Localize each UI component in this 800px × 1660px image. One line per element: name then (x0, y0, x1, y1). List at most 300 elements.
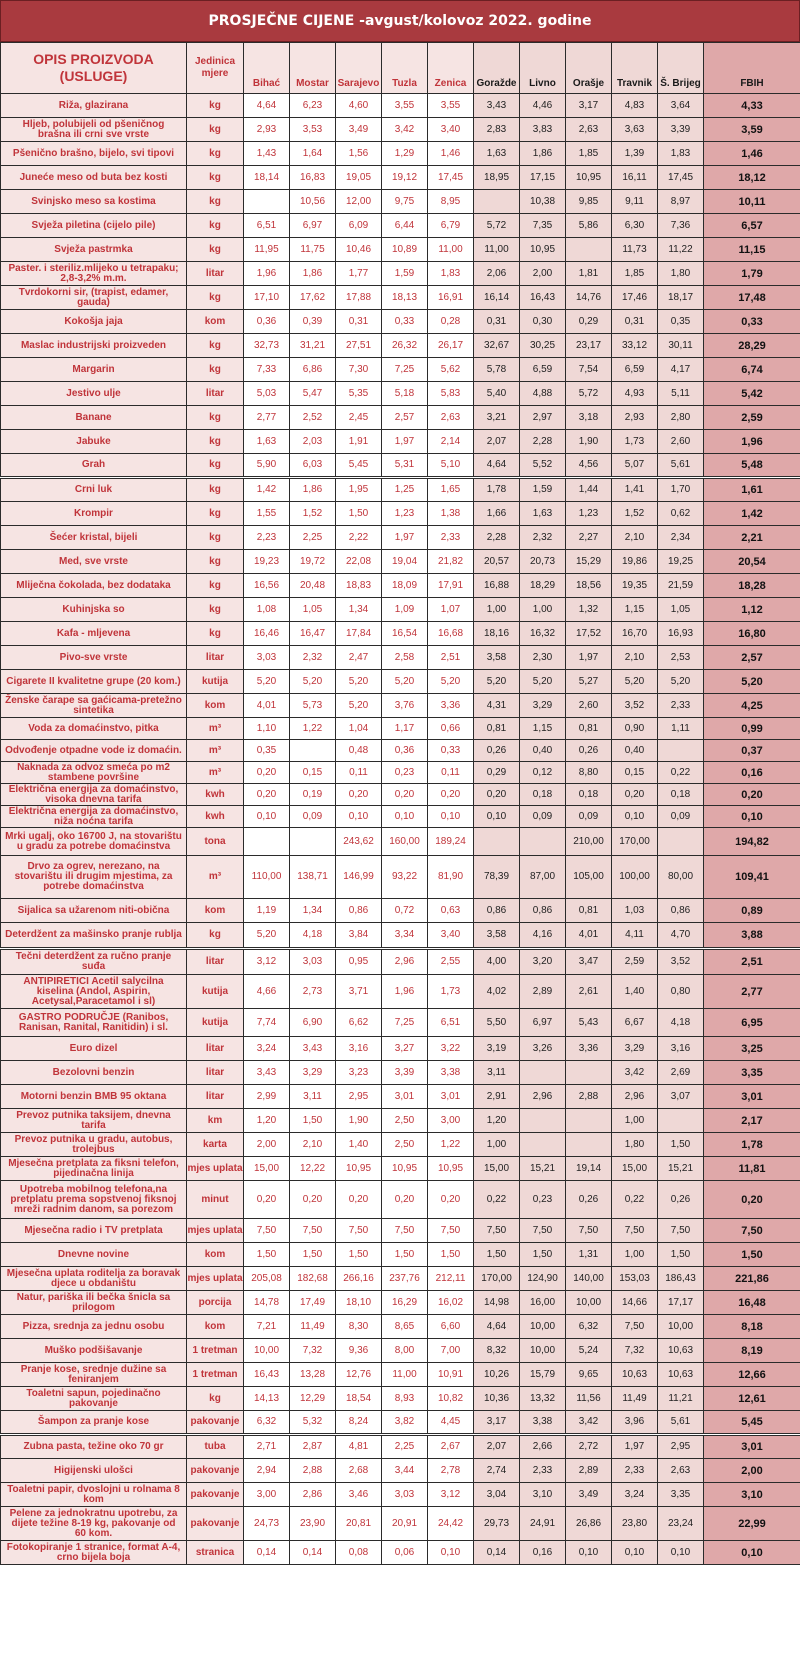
product-name: Maslac industrijski proizveden (1, 334, 187, 358)
price-cell: 170,00 (612, 828, 658, 856)
price-cell: 1,04 (336, 718, 382, 740)
price-cell: 0,29 (474, 762, 520, 784)
price-cell: 2,71 (244, 1435, 290, 1459)
unit-cell: kg (187, 334, 244, 358)
price-cell: 23,24 (658, 1507, 704, 1541)
table-row (1, 142, 800, 166)
table-row (1, 1459, 800, 1483)
unit-cell: tuba (187, 1435, 244, 1459)
price-cell: 7,50 (520, 1219, 566, 1243)
table-row (1, 286, 800, 310)
price-cell: 2,83 (474, 118, 520, 142)
table-row (1, 1061, 800, 1085)
product-name: Pranje kose, srednje dužine sa feniranjem (1, 1363, 187, 1387)
price-cell: 3,42 (382, 118, 428, 142)
table-row (1, 1541, 800, 1565)
price-cell: 20,57 (474, 550, 520, 574)
price-cell: 189,24 (428, 828, 474, 856)
price-cell: 10,00 (244, 1339, 290, 1363)
price-cell: 0,18 (658, 784, 704, 806)
price-cell: 153,03 (612, 1267, 658, 1291)
price-cell: 0,95 (336, 949, 382, 975)
product-name: Toaletni papir, dvoslojni u rolnama 8 kom (1, 1483, 187, 1507)
price-cell: 2,27 (566, 526, 612, 550)
price-cell: 8,95 (428, 190, 474, 214)
unit-cell: kg (187, 214, 244, 238)
price-cell: 16,83 (290, 166, 336, 190)
price-cell: 1,91 (336, 430, 382, 454)
price-cell: 10,95 (566, 166, 612, 190)
price-cell: 5,40 (474, 382, 520, 406)
price-cell: 7,50 (336, 1219, 382, 1243)
price-cell: 78,39 (474, 856, 520, 899)
price-cell: 7,33 (244, 358, 290, 382)
price-cell: 6,97 (290, 214, 336, 238)
product-name: Hljeb, polubijeli od pšeničnog brašna ili crni sve vrste (1, 118, 187, 142)
price-cell: 2,87 (290, 1435, 336, 1459)
price-cell: 5,20 (612, 670, 658, 694)
price-cell: 146,99 (336, 856, 382, 899)
table-row (1, 1133, 800, 1157)
price-cell: 6,90 (290, 1009, 336, 1037)
price-cell: 4,46 (520, 94, 566, 118)
product-name: Higijenski ulošci (1, 1459, 187, 1483)
price-cell: 18,56 (566, 574, 612, 598)
price-cell: 1,50 (336, 502, 382, 526)
price-cell: 0,31 (612, 310, 658, 334)
price-cell: 1,50 (520, 1243, 566, 1267)
price-cell: 0,10 (658, 1541, 704, 1565)
price-cell: 1,90 (566, 430, 612, 454)
price-cell: 0,26 (474, 740, 520, 762)
price-cell: 1,59 (520, 478, 566, 502)
price-cell: 19,72 (290, 550, 336, 574)
price-cell: 26,86 (566, 1507, 612, 1541)
product-name: Grah (1, 454, 187, 478)
price-cell: 26,17 (428, 334, 474, 358)
unit-cell: kg (187, 502, 244, 526)
price-cell: 11,00 (382, 1363, 428, 1387)
price-cell: 14,66 (612, 1291, 658, 1315)
price-cell: 14,78 (244, 1291, 290, 1315)
price-cell: 1,31 (566, 1243, 612, 1267)
price-cell: 10,26 (474, 1363, 520, 1387)
table-row (1, 238, 800, 262)
price-cell: 2,89 (520, 975, 566, 1009)
price-cell: 3,53 (290, 118, 336, 142)
price-cell: 33,12 (612, 334, 658, 358)
price-cell: 2,33 (520, 1459, 566, 1483)
unit-cell: kg (187, 286, 244, 310)
price-cell: 2,91 (474, 1085, 520, 1109)
price-cell: 138,71 (290, 856, 336, 899)
price-cell: 3,35 (658, 1483, 704, 1507)
price-cell: 5,20 (336, 670, 382, 694)
price-cell: 3,47 (566, 949, 612, 975)
product-name: Euro dizel (1, 1037, 187, 1061)
price-cell: 1,97 (566, 646, 612, 670)
price-cell: 2,77 (244, 406, 290, 430)
price-cell: 26,32 (382, 334, 428, 358)
price-cell: 5,11 (658, 382, 704, 406)
price-cell: 16,91 (428, 286, 474, 310)
unit-cell: litar (187, 1061, 244, 1085)
table-row (1, 1267, 800, 1291)
price-cell: 1,78 (474, 478, 520, 502)
product-name: Banane (1, 406, 187, 430)
price-cell: 8,32 (474, 1339, 520, 1363)
unit-cell: kg (187, 923, 244, 949)
table-row (1, 1387, 800, 1411)
price-cell: 3,21 (474, 406, 520, 430)
price-cell: 3,27 (382, 1037, 428, 1061)
unit-cell: kg (187, 454, 244, 478)
price-cell: 8,65 (382, 1315, 428, 1339)
price-cell: 2,88 (566, 1085, 612, 1109)
table-row (1, 694, 800, 718)
price-cell: 2,07 (474, 1435, 520, 1459)
fbih-average-cell: 2,00 (704, 1459, 800, 1483)
price-cell: 2,57 (382, 406, 428, 430)
price-cell: 18,83 (336, 574, 382, 598)
price-cell: 2,00 (244, 1133, 290, 1157)
unit-cell: litar (187, 646, 244, 670)
table-row (1, 670, 800, 694)
price-cell: 2,94 (244, 1459, 290, 1483)
price-cell: 6,51 (244, 214, 290, 238)
price-cell: 5,03 (244, 382, 290, 406)
price-cell: 15,00 (474, 1157, 520, 1181)
price-cell: 1,63 (244, 430, 290, 454)
fbih-average-cell: 6,74 (704, 358, 800, 382)
price-cell (244, 190, 290, 214)
price-cell: 3,49 (336, 118, 382, 142)
price-cell: 3,03 (244, 646, 290, 670)
price-cell: 0,09 (566, 806, 612, 828)
price-cell: 2,88 (290, 1459, 336, 1483)
product-name: Zubna pasta, težine oko 70 gr (1, 1435, 187, 1459)
price-cell: 4,64 (474, 454, 520, 478)
price-cell: 19,14 (566, 1157, 612, 1181)
table-row (1, 1243, 800, 1267)
price-cell: 2,99 (244, 1085, 290, 1109)
product-name: Svježa pastrmka (1, 238, 187, 262)
price-cell (290, 740, 336, 762)
fbih-average-cell: 8,19 (704, 1339, 800, 1363)
price-cell: 0,39 (290, 310, 336, 334)
product-name: Svinjsko meso sa kostima (1, 190, 187, 214)
price-cell: 3,04 (474, 1483, 520, 1507)
price-cell: 11,49 (290, 1315, 336, 1339)
unit-cell: 1 tretman (187, 1339, 244, 1363)
price-cell: 5,07 (612, 454, 658, 478)
price-cell: 7,54 (566, 358, 612, 382)
price-cell: 10,46 (336, 238, 382, 262)
price-cell: 0,10 (612, 1541, 658, 1565)
price-cell: 3,00 (428, 1109, 474, 1133)
price-cell: 10,00 (658, 1315, 704, 1339)
product-name: Tečni deterdžent za ručno pranje suđa (1, 949, 187, 975)
product-name: Naknada za odvoz smeća po m2 stambene površine (1, 762, 187, 784)
price-cell: 0,10 (428, 1541, 474, 1565)
price-cell: 3,17 (474, 1411, 520, 1435)
price-cell: 5,31 (382, 454, 428, 478)
price-cell: 3,11 (474, 1061, 520, 1085)
price-cell: 27,51 (336, 334, 382, 358)
price-cell: 9,85 (566, 190, 612, 214)
fbih-average-cell: 2,51 (704, 949, 800, 975)
price-cell: 3,83 (520, 118, 566, 142)
price-cell: 23,90 (290, 1507, 336, 1541)
fbih-average-cell: 2,77 (704, 975, 800, 1009)
price-cell: 3,96 (612, 1411, 658, 1435)
price-cell: 170,00 (474, 1267, 520, 1291)
fbih-average-cell: 4,25 (704, 694, 800, 718)
price-cell: 3,42 (566, 1411, 612, 1435)
price-cell: 5,73 (290, 694, 336, 718)
fbih-average-cell: 194,82 (704, 828, 800, 856)
price-cell: 3,49 (566, 1483, 612, 1507)
table-row (1, 1037, 800, 1061)
product-name: Voda za domaćinstvo, pitka (1, 718, 187, 740)
table-row (1, 762, 800, 784)
price-cell: 2,53 (658, 646, 704, 670)
fbih-average-cell: 109,41 (704, 856, 800, 899)
price-cell: 3,40 (428, 118, 474, 142)
price-cell: 2,10 (612, 646, 658, 670)
price-cell: 5,72 (566, 382, 612, 406)
price-cell: 1,50 (244, 1243, 290, 1267)
unit-cell: kom (187, 694, 244, 718)
price-cell: 0,30 (520, 310, 566, 334)
price-cell: 4,16 (520, 923, 566, 949)
price-cell: 12,22 (290, 1157, 336, 1181)
price-cell: 0,33 (428, 740, 474, 762)
product-name: Deterdžent za mašinsko pranje rublja (1, 923, 187, 949)
price-cell: 1,34 (336, 598, 382, 622)
price-cell: 16,56 (244, 574, 290, 598)
price-cell: 0,20 (336, 1181, 382, 1219)
price-cell: 18,14 (244, 166, 290, 190)
price-cell: 5,20 (428, 670, 474, 694)
fbih-average-cell: 0,99 (704, 718, 800, 740)
price-cell: 4,31 (474, 694, 520, 718)
price-cell: 1,34 (290, 899, 336, 923)
price-cell: 1,05 (658, 598, 704, 622)
price-cell: 0,26 (566, 740, 612, 762)
price-cell: 105,00 (566, 856, 612, 899)
price-cell: 2,32 (290, 646, 336, 670)
fbih-average-cell: 20,54 (704, 550, 800, 574)
product-name: Svježa piletina (cijelo pile) (1, 214, 187, 238)
price-cell: 3,82 (382, 1411, 428, 1435)
product-name: Jabuke (1, 430, 187, 454)
price-cell: 110,00 (244, 856, 290, 899)
price-cell: 2,74 (474, 1459, 520, 1483)
price-cell: 0,20 (336, 784, 382, 806)
price-cell: 3,76 (382, 694, 428, 718)
price-cell: 1,50 (290, 1243, 336, 1267)
table-body (1, 94, 800, 1565)
price-cell: 1,66 (474, 502, 520, 526)
price-cell: 3,84 (336, 923, 382, 949)
header-city: Zenica (428, 43, 474, 94)
table-row (1, 454, 800, 478)
price-cell: 0,29 (566, 310, 612, 334)
price-cell: 6,59 (612, 358, 658, 382)
price-cell: 0,23 (382, 762, 428, 784)
fbih-average-cell: 0,33 (704, 310, 800, 334)
price-cell: 3,36 (566, 1037, 612, 1061)
price-cell: 23,80 (612, 1507, 658, 1541)
price-cell: 19,86 (612, 550, 658, 574)
price-cell: 1,32 (566, 598, 612, 622)
price-cell: 2,63 (566, 118, 612, 142)
price-cell: 5,27 (566, 670, 612, 694)
unit-cell: minut (187, 1181, 244, 1219)
table-row (1, 975, 800, 1009)
price-cell: 0,11 (336, 762, 382, 784)
price-cell: 1,63 (474, 142, 520, 166)
price-cell: 1,83 (658, 142, 704, 166)
unit-cell: pakovanje (187, 1483, 244, 1507)
unit-cell: litar (187, 949, 244, 975)
price-cell: 0,10 (336, 806, 382, 828)
table-row (1, 646, 800, 670)
price-cell: 0,31 (474, 310, 520, 334)
header-fbih: FBIH (704, 43, 800, 94)
price-cell: 2,72 (566, 1435, 612, 1459)
price-cell: 8,30 (336, 1315, 382, 1339)
price-cell: 205,08 (244, 1267, 290, 1291)
price-cell: 1,00 (474, 1133, 520, 1157)
price-cell: 0,22 (658, 762, 704, 784)
fbih-average-cell: 12,66 (704, 1363, 800, 1387)
price-cell: 1,17 (382, 718, 428, 740)
price-cell: 0,20 (382, 1181, 428, 1219)
price-cell: 12,76 (336, 1363, 382, 1387)
unit-cell: litar (187, 382, 244, 406)
price-cell: 0,26 (566, 1181, 612, 1219)
price-cell: 10,36 (474, 1387, 520, 1411)
price-cell: 0,35 (244, 740, 290, 762)
price-cell: 4,88 (520, 382, 566, 406)
price-cell: 4,02 (474, 975, 520, 1009)
price-cell: 3,36 (428, 694, 474, 718)
price-cell: 3,24 (244, 1037, 290, 1061)
price-cell: 4,60 (336, 94, 382, 118)
price-cell: 0,14 (290, 1541, 336, 1565)
price-cell: 19,23 (244, 550, 290, 574)
price-cell: 2,47 (336, 646, 382, 670)
price-cell (520, 1133, 566, 1157)
product-name: Prevoz putnika taksijem, dnevna tarifa (1, 1109, 187, 1133)
price-cell: 4,64 (474, 1315, 520, 1339)
price-cell: 3,43 (474, 94, 520, 118)
price-cell: 0,35 (658, 310, 704, 334)
price-cell: 6,30 (612, 214, 658, 238)
table-row (1, 262, 800, 286)
price-cell: 2,78 (428, 1459, 474, 1483)
product-name: Električna energija za domaćinstvo, visoka dnevna tarifa (1, 784, 187, 806)
price-cell: 81,90 (428, 856, 474, 899)
price-cell: 5,86 (566, 214, 612, 238)
price-cell: 6,51 (428, 1009, 474, 1037)
unit-cell: kg (187, 166, 244, 190)
price-cell: 8,24 (336, 1411, 382, 1435)
price-cell: 15,00 (612, 1157, 658, 1181)
fbih-average-cell: 18,28 (704, 574, 800, 598)
price-cell: 1,50 (336, 1243, 382, 1267)
price-cell: 0,80 (658, 975, 704, 1009)
price-cell: 5,10 (428, 454, 474, 478)
price-cell: 1,97 (382, 526, 428, 550)
unit-cell: litar (187, 1085, 244, 1109)
unit-cell: kutija (187, 975, 244, 1009)
price-cell: 17,91 (428, 574, 474, 598)
table-row (1, 334, 800, 358)
price-cell: 5,50 (474, 1009, 520, 1037)
price-cell: 1,50 (658, 1243, 704, 1267)
price-cell: 16,32 (520, 622, 566, 646)
price-cell: 2,89 (566, 1459, 612, 1483)
fbih-average-cell: 3,25 (704, 1037, 800, 1061)
price-cell (520, 828, 566, 856)
price-cell: 14,13 (244, 1387, 290, 1411)
price-cell: 87,00 (520, 856, 566, 899)
fbih-average-cell: 0,10 (704, 806, 800, 828)
price-cell: 24,73 (244, 1507, 290, 1541)
price-cell: 0,09 (520, 806, 566, 828)
price-cell: 1,23 (566, 502, 612, 526)
price-cell: 2,66 (520, 1435, 566, 1459)
price-cell: 3,29 (290, 1061, 336, 1085)
price-cell: 2,59 (612, 949, 658, 975)
fbih-average-cell: 7,50 (704, 1219, 800, 1243)
table-row (1, 502, 800, 526)
price-cell: 0,31 (336, 310, 382, 334)
price-cell: 2,63 (428, 406, 474, 430)
price-cell: 20,91 (382, 1507, 428, 1541)
price-cell: 21,59 (658, 574, 704, 598)
price-cell: 1,07 (428, 598, 474, 622)
price-cell: 1,50 (382, 1243, 428, 1267)
product-name: Drvo za ogrev, nerezano, na stovarištu ili drugim mjestima, za potrebe domaćinstva (1, 856, 187, 899)
price-cell: 0,72 (382, 899, 428, 923)
price-cell: 3,43 (244, 1061, 290, 1085)
price-cell: 0,40 (612, 740, 658, 762)
unit-cell: m³ (187, 718, 244, 740)
price-cell: 0,81 (566, 899, 612, 923)
fbih-average-cell: 17,48 (704, 286, 800, 310)
fbih-average-cell: 3,59 (704, 118, 800, 142)
price-cell: 32,73 (244, 334, 290, 358)
price-cell: 2,73 (290, 975, 336, 1009)
price-cell: 1,52 (612, 502, 658, 526)
price-cell: 2,61 (566, 975, 612, 1009)
price-cell: 17,45 (428, 166, 474, 190)
fbih-average-cell: 1,79 (704, 262, 800, 286)
price-cell: 0,18 (566, 784, 612, 806)
header-city: Sarajevo (336, 43, 382, 94)
product-name: Upotreba mobilnog telefona,na pretplatu prema sopstvenoj fiksnoj mreži radnim danom, sa porezom (1, 1181, 187, 1219)
table-row (1, 166, 800, 190)
price-cell: 2,00 (520, 262, 566, 286)
price-cell: 1,64 (290, 142, 336, 166)
price-cell: 6,09 (336, 214, 382, 238)
price-cell: 2,33 (658, 694, 704, 718)
unit-cell: litar (187, 1037, 244, 1061)
